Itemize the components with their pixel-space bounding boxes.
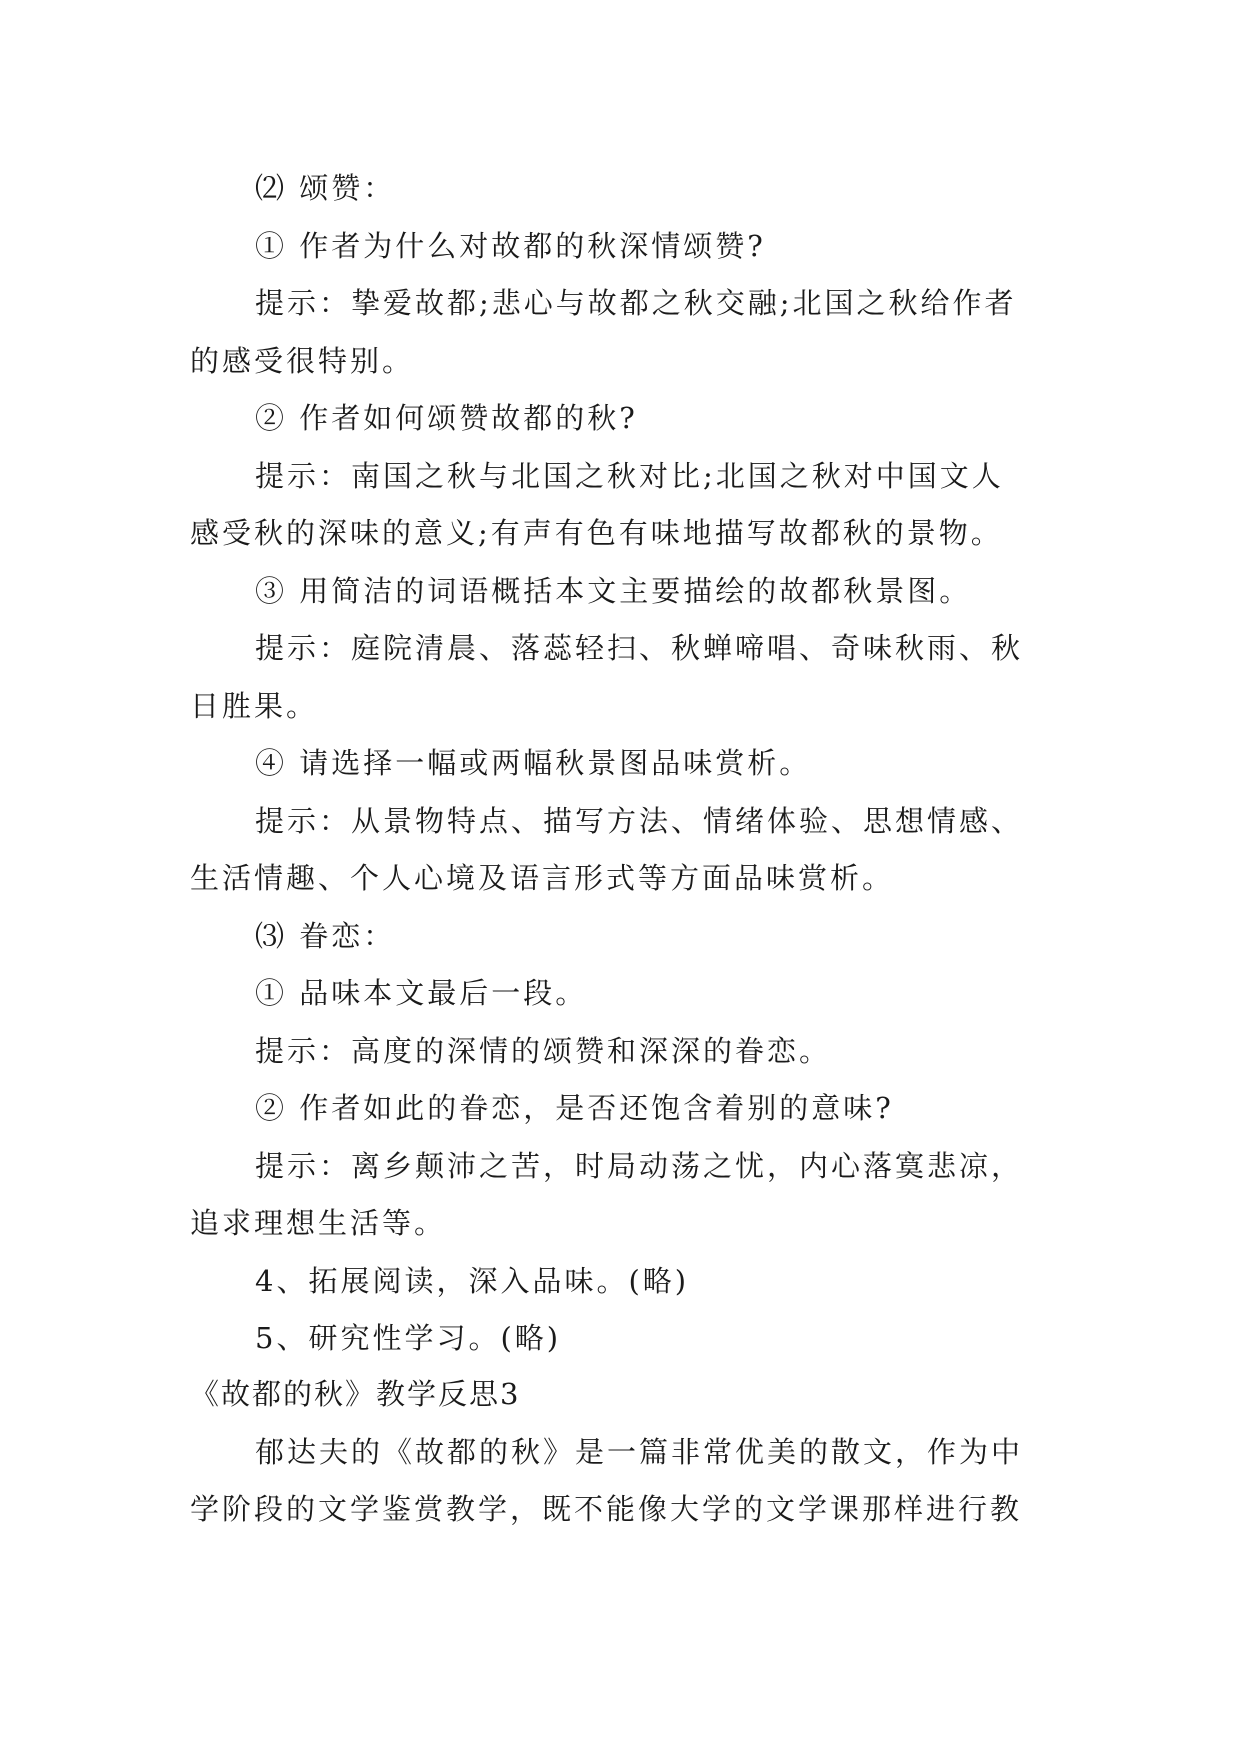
question-1: ① 作者为什么对故都的秋深情颂赞?: [255, 229, 766, 263]
question-2: ② 作者如何颂赞故都的秋?: [255, 401, 638, 435]
hint-3-line-1: 提示：庭院清晨、落蕊轻扫、秋蝉啼唱、奇味秋雨、秋: [255, 631, 1024, 665]
hint-4-line-1: 提示：从景物特点、描写方法、情绪体验、思想情感、: [255, 804, 1024, 838]
paragraph-line-2: 学阶段的文学鉴赏教学，既不能像大学的文学课那样进行教: [190, 1492, 1023, 1526]
hint-4-line-2: 生活情趣、个人心境及语言形式等方面品味赏析。: [190, 861, 895, 895]
question-6: ② 作者如此的眷恋，是否还饱含着别的意味?: [255, 1091, 894, 1125]
hint-6-line-2: 追求理想生活等。: [190, 1206, 447, 1240]
question-4: ④ 请选择一幅或两幅秋景图品味赏析。: [255, 746, 812, 780]
step-4: 4、拓展阅读，深入品味。(略): [255, 1264, 690, 1298]
hint-3-line-2: 日胜果。: [190, 689, 319, 723]
hint-1-line-1: 提示：挚爱故都;悲心与故都之秋交融;北国之秋给作者: [255, 286, 1017, 320]
paragraph-line-1: 郁达夫的《故都的秋》是一篇非常优美的散文，作为中: [255, 1435, 1024, 1469]
subsection-heading-longing: ⑶ 眷恋：: [255, 919, 396, 953]
step-5: 5、研究性学习。(略): [255, 1321, 562, 1355]
question-3: ③ 用简洁的词语概括本文主要描绘的故都秋景图。: [255, 574, 972, 608]
hint-2-line-1: 提示：南国之秋与北国之秋对比;北国之秋对中国文人: [255, 459, 1004, 493]
subsection-heading-praise: ⑵ 颂赞：: [255, 171, 396, 205]
hint-6-line-1: 提示：离乡颠沛之苦，时局动荡之忧，内心落寞悲凉，: [255, 1149, 1024, 1183]
section-title: 《故都的秋》教学反思3: [190, 1377, 521, 1411]
hint-1-line-2: 的感受很特别。: [190, 344, 415, 378]
question-5: ① 品味本文最后一段。: [255, 976, 588, 1010]
hint-2-line-2: 感受秋的深味的意义;有声有色有味地描写故都秋的景物。: [190, 516, 1003, 550]
hint-5: 提示：高度的深情的颂赞和深深的眷恋。: [255, 1034, 832, 1068]
